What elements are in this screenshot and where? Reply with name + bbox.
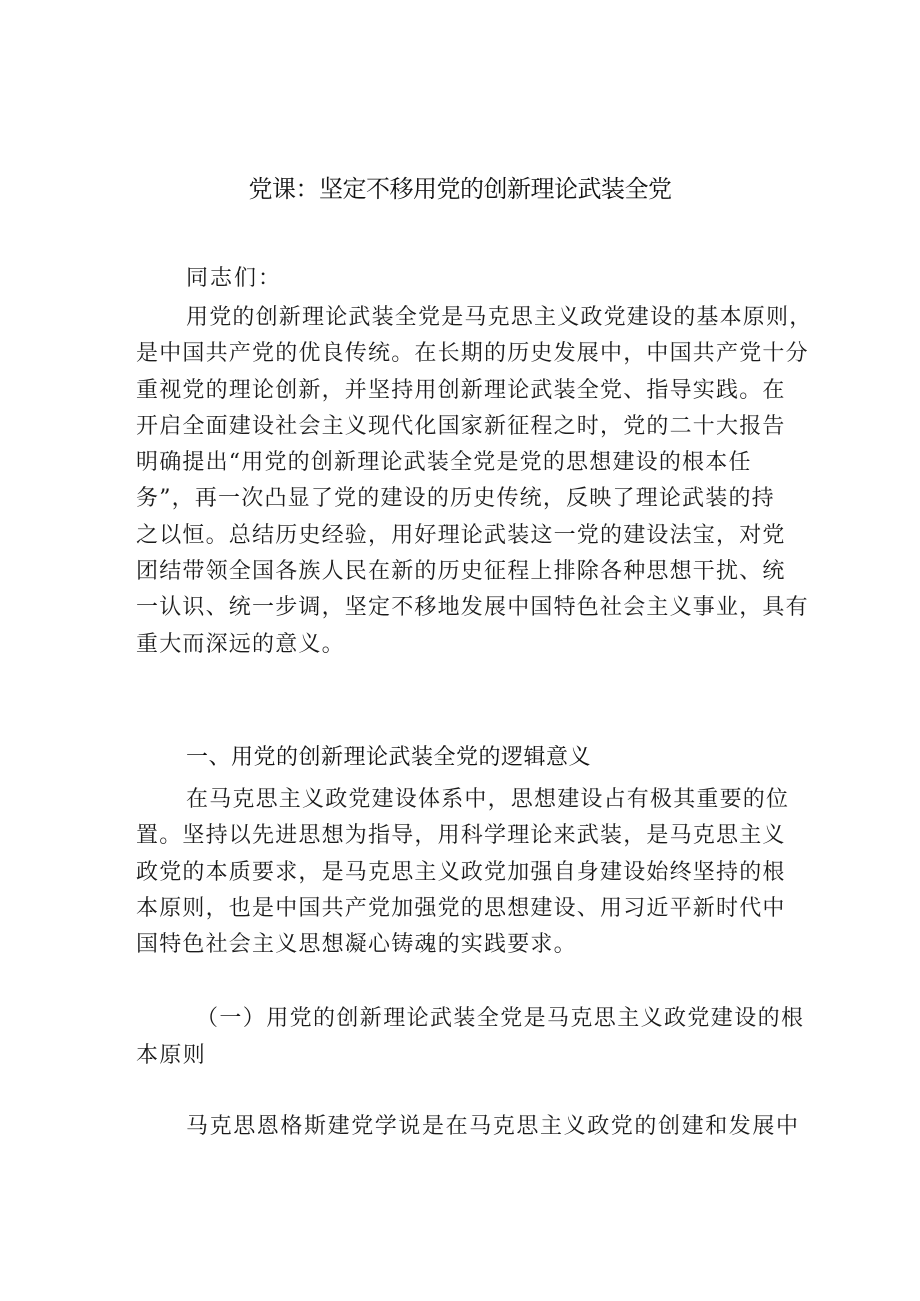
paragraph-line: 本原则，也是中国共产党加强党的思想建设、用习近平新时代中 [136,895,786,921]
paragraph-line: 务”，再一次凸显了党的建设的历史传统，反映了理论武装的持 [136,486,775,512]
paragraph-partial: 马克思恩格斯建党学说是在马克思主义政党的创建和发展中 [186,1114,800,1139]
sub-heading-line: 本原则 [136,1043,207,1068]
paragraph-line: 是中国共产党的优良传统。在长期的历史发展中，中国共产党十分 [136,341,809,367]
paragraph-line: 政党的本质要求，是马克思主义政党加强自身建设始终坚持的根 [136,859,786,885]
paragraph-line: 在马克思主义政党建设体系中，思想建设占有极其重要的位 [186,787,790,812]
paragraph-line: 之以恒。总结历史经验，用好理论武装这一党的建设法宝，对党 [136,522,786,548]
paragraph-line: 一认识、统一步调，坚定不移地发展中国特色社会主义事业，具有 [136,595,809,621]
paragraph-line: 国特色社会主义思想凝心铸魂的实践要求。 [136,932,577,958]
paragraph-line: 团结带领全国各族人民在新的历史征程上排除各种思想干扰、统 [136,559,786,585]
paragraph-line: 重视党的理论创新，并坚持用创新理论武装全党、指导实践。在 [136,377,786,403]
paragraph-line: 明确提出“用党的创新理论武装全党是党的思想建设的根本任 [136,450,752,476]
salutation: 同志们： [186,266,283,291]
paragraph-intro [136,300,813,663]
paragraph-section1 [136,782,790,963]
paragraph-line: 置。坚持以先进思想为指导，用科学理论来武装，是马克思主义 [136,823,786,849]
document-title: 党课：坚定不移用党的创新理论武装全党 [248,175,672,203]
sub-heading [136,1000,805,1074]
sub-heading-line: （一）用党的创新理论武装全党是马克思主义政党建设的根 [196,1006,805,1031]
section-heading: 一、用党的创新理论武装全党的逻辑意义 [186,745,592,770]
paragraph-line: 重大而深远的意义。 [136,631,345,657]
paragraph-line: 开启全面建设社会主义现代化国家新征程之时，党的二十大报告 [136,413,786,439]
paragraph-line: 用党的创新理论武装全党是马克思主义政党建设的基本原则， [186,305,813,330]
